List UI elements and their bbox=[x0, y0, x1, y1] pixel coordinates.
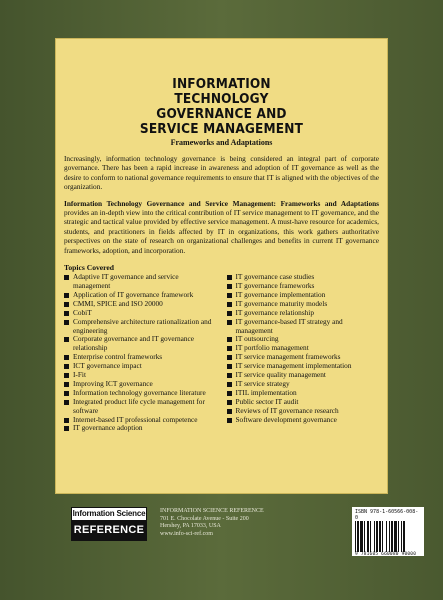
title-line-2: TECHNOLOGY bbox=[174, 91, 269, 107]
description-bold-title: Information Technology Governance and Service Management: Frameworks and Adaptations bbox=[64, 198, 379, 208]
bullet-icon bbox=[227, 302, 232, 307]
topic-label: CobiT bbox=[73, 307, 92, 317]
topic-item bbox=[227, 318, 380, 336]
logo-bottom-text: REFERENCE bbox=[72, 520, 146, 540]
topic-label: IT portfolio management bbox=[235, 343, 309, 353]
bullet-icon bbox=[227, 391, 232, 396]
bullet-icon bbox=[64, 418, 69, 423]
topic-label: Software development governance bbox=[235, 414, 337, 424]
publisher-website: www.info-sci-ref.com bbox=[160, 530, 213, 537]
book-subtitle: Frameworks and Adaptations bbox=[170, 138, 273, 147]
bullet-icon bbox=[64, 426, 69, 431]
bullet-icon bbox=[227, 275, 232, 280]
topics-column-right bbox=[221, 273, 380, 433]
bullet-icon bbox=[64, 337, 69, 342]
topic-label: ITIL implementation bbox=[235, 387, 297, 397]
bullet-icon bbox=[64, 275, 69, 280]
bullet-icon bbox=[64, 391, 69, 396]
bullet-icon bbox=[227, 418, 232, 423]
topic-label: Information technology governance literature bbox=[73, 387, 206, 397]
bullet-icon bbox=[64, 382, 69, 387]
title-line-1: INFORMATION bbox=[172, 76, 271, 92]
topic-item bbox=[64, 398, 217, 416]
title-line-4: SERVICE MANAGEMENT bbox=[139, 121, 304, 137]
publisher-logo bbox=[71, 507, 147, 541]
description-paragraph bbox=[64, 199, 379, 255]
topic-label: IT service strategy bbox=[235, 378, 290, 388]
topic-label: IT governance case studies bbox=[235, 272, 315, 282]
bullet-icon bbox=[64, 293, 69, 298]
bullet-icon bbox=[227, 382, 232, 387]
book-title bbox=[87, 77, 356, 137]
topic-label: Improving ICT governance bbox=[73, 378, 153, 388]
topic-label: IT governance implementation bbox=[235, 289, 326, 299]
topic-label: Reviews of IT governance research bbox=[235, 405, 339, 415]
logo-top-text: Information Science bbox=[72, 509, 146, 518]
bullet-icon bbox=[227, 364, 232, 369]
topic-label: IT governance-based IT strategy and management bbox=[235, 316, 343, 335]
barcode bbox=[352, 507, 424, 556]
topic-label: Application of IT governance framework bbox=[73, 289, 194, 299]
topic-label: IT governance maturity models bbox=[235, 298, 328, 308]
topic-item bbox=[64, 335, 217, 353]
topic-label: IT governance frameworks bbox=[235, 280, 315, 290]
topic-label: IT service management implementation bbox=[235, 361, 352, 371]
topic-label: Corporate governance and IT governance relationship bbox=[73, 334, 195, 353]
barcode-bars bbox=[355, 521, 421, 552]
back-cover-footer bbox=[0, 494, 443, 600]
bullet-icon bbox=[227, 320, 232, 325]
topic-item bbox=[64, 424, 217, 433]
topics-column-left bbox=[64, 273, 221, 433]
topic-item bbox=[64, 273, 217, 291]
bullet-icon bbox=[227, 355, 232, 360]
topic-label: IT governance adoption bbox=[73, 423, 143, 433]
price-code: 90000 bbox=[401, 552, 417, 557]
bullet-icon bbox=[227, 284, 232, 289]
publisher-city: Hershey, PA 17033, USA bbox=[160, 523, 221, 529]
barcode-digits: 9 781605 660080 bbox=[355, 552, 399, 557]
topic-label: IT service management frameworks bbox=[235, 352, 341, 362]
barcode-bar bbox=[405, 521, 406, 552]
bullet-icon bbox=[227, 346, 232, 351]
topic-label: I-Fit bbox=[73, 370, 86, 380]
topic-label: Integrated product life cycle management for software bbox=[73, 396, 205, 415]
publisher-street: 701 E. Chocolate Avenue - Suite 200 bbox=[160, 515, 249, 522]
bullet-icon bbox=[227, 373, 232, 378]
description-text: provides an in-depth view into the critical contribution of IT service management to IT governance, and the strategic and tactical value provided by effective service management. A must-have resource for academics, students, and practitioners in fields affected by IT in organizations, this work gathers authoritative perspectives on the state of research on organizational challenges and benefits in current IT governance frameworks, adoption, and incorporation. bbox=[64, 208, 379, 255]
topic-label: IT outsourcing bbox=[235, 334, 279, 344]
publisher-name: INFORMATION SCIENCE REFERENCE bbox=[160, 508, 264, 514]
publisher-address bbox=[160, 508, 320, 538]
title-line-3: GOVERNANCE AND bbox=[156, 106, 287, 122]
bullet-icon bbox=[227, 293, 232, 298]
topic-item bbox=[227, 416, 380, 425]
topic-label: ICT governance impact bbox=[73, 361, 142, 371]
bullet-icon bbox=[227, 400, 232, 405]
bullet-icon bbox=[64, 364, 69, 369]
topic-label: Internet-based IT professional competence bbox=[73, 414, 198, 424]
bullet-icon bbox=[64, 355, 69, 360]
barcode-number bbox=[355, 552, 421, 557]
topic-label: CMMI, SPICE and ISO 20000 bbox=[73, 298, 163, 308]
bullet-icon bbox=[64, 400, 69, 405]
topic-label: Adaptive IT governance and service management bbox=[73, 272, 179, 290]
topic-label: Public sector IT audit bbox=[235, 396, 299, 406]
topic-label: Enterprise control frameworks bbox=[73, 352, 163, 362]
topic-item bbox=[64, 318, 217, 336]
isbn-text: ISBN 978-1-60566-008-0 bbox=[355, 509, 419, 521]
description-panel bbox=[55, 38, 388, 494]
topic-label: Comprehensive architecture rationalization and engineering bbox=[73, 316, 212, 335]
topics-list bbox=[64, 273, 379, 433]
topic-label: IT service quality management bbox=[235, 370, 326, 380]
bullet-icon bbox=[227, 337, 232, 342]
topic-item bbox=[64, 362, 217, 371]
bullet-icon bbox=[227, 409, 232, 414]
bullet-icon bbox=[227, 311, 232, 316]
bullet-icon bbox=[64, 373, 69, 378]
topics-heading: Topics Covered bbox=[64, 263, 114, 273]
bullet-icon bbox=[64, 302, 69, 307]
bullet-icon bbox=[64, 320, 69, 325]
bullet-icon bbox=[64, 311, 69, 316]
topic-label: IT governance relationship bbox=[235, 307, 314, 317]
intro-paragraph: Increasingly, information technology governance is being considered an integral part of corporate governance. There has been a rapid increase in awareness and adoption of IT governance as well as the desire to conform to national governance requirements to ensure that IT is aligned with the objectives of the organization. bbox=[64, 154, 379, 192]
